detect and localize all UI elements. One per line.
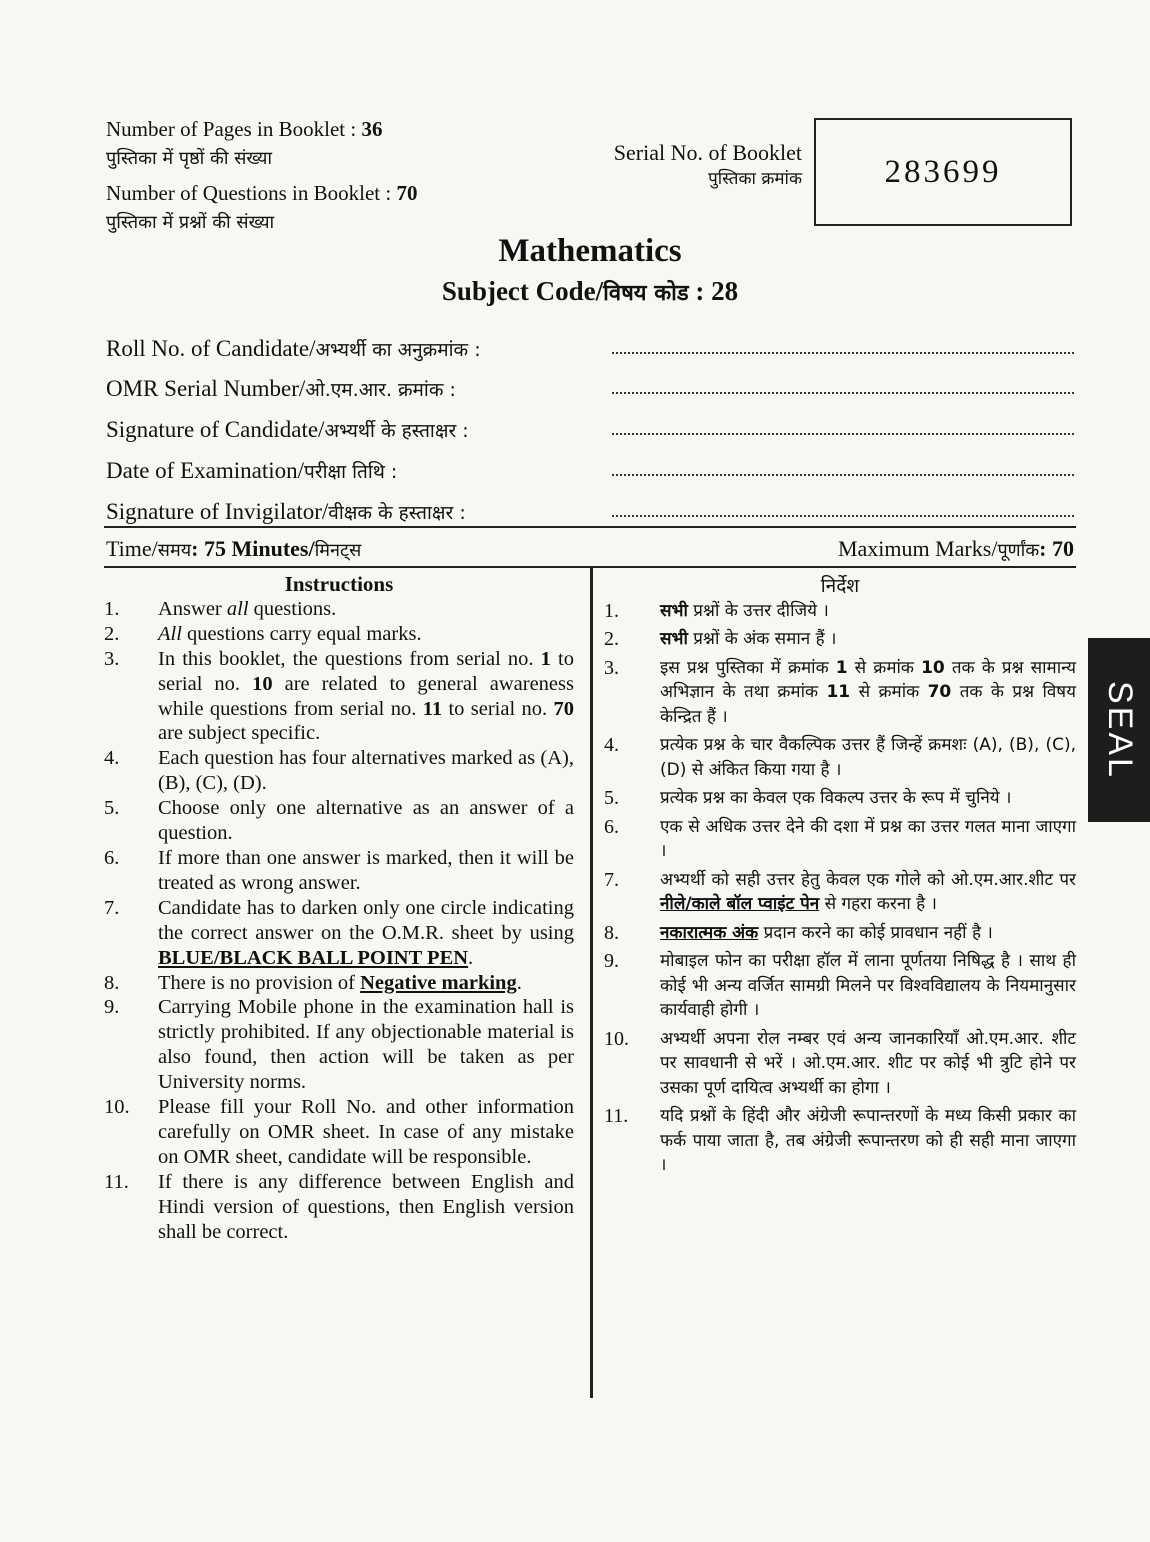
- list-item: 7. अभ्यर्थी को सही उत्तर हेतु केवल एक गोले को ओ.एम.आर.शीट पर नीले/काले बॉल प्वाइंट पेन से गहरा करना है ।: [604, 868, 1076, 914]
- maximum-marks: Maximum Marks/पूर्णांक: 70: [837, 536, 1074, 561]
- field-label: Date of Examination/परीक्षा तिथि :: [106, 458, 398, 483]
- subject-title: Mathematics: [498, 233, 682, 269]
- field-label: Signature of Candidate/अभ्यर्थी के हस्ताक्षर :: [106, 417, 469, 442]
- pages-label-hindi: पुस्तिका में पृष्ठों की संख्या: [106, 148, 273, 169]
- subject-code: [0, 276, 1150, 307]
- list-item: 6. If more than one answer is marked, then it will be treated as wrong answer.: [104, 846, 574, 894]
- seal-tab[interactable]: [1088, 638, 1150, 822]
- divider: [104, 526, 1076, 528]
- questions-label-hindi: पुस्तिका में प्रश्नों की संख्या: [106, 212, 275, 233]
- fill-line[interactable]: [612, 433, 1074, 435]
- list-item: 9. Carrying Mobile phone in the examination hall is strictly prohibited. If any objectionable material is also found, then action will be taken as per University norms.: [104, 996, 574, 1094]
- roll-number-field[interactable]: [106, 322, 1074, 362]
- list-item: 2. सभी प्रश्नों के अंक समान हैं ।: [604, 628, 837, 650]
- serial-label: [540, 140, 802, 192]
- field-label: Roll No. of Candidate/अभ्यर्थी का अनुक्रमांक :: [106, 336, 481, 361]
- serial-number: 283699: [884, 153, 1002, 190]
- questions-value: 70: [396, 181, 418, 205]
- subject-code-value: : 28: [695, 276, 739, 306]
- list-item: 10. अभ्यर्थी अपना रोल नम्बर एवं अन्य जानकारियाँ ओ.एम.आर. शीट पर सावधानी से भरें । ओ.एम.आर. शीट पर कोई भी त्रुटि होने पर उसका पूर्ण दायित्व अभ्यर्थी का होगा ।: [604, 1027, 1076, 1098]
- instructions-heading: Instructions: [284, 572, 394, 596]
- list-item: 9. मोबाइल फोन का परीक्षा हॉल में लाना पूर्णतया निषिद्ध है । साथ ही कोई भी अन्य वर्जित सामग्री मिलने पर विश्वविद्यालय के नियमानुसार कार्यवाही होगी ।: [604, 950, 1076, 1020]
- list-item: 7. Candidate has to darken only one circle indicating the correct answer on the O.M.R. sheet by using BLUE/BLACK BALL POINT PEN.: [104, 896, 574, 969]
- list-item: 4. प्रत्येक प्रश्न के चार वैकल्पिक उत्तर हैं जिन्हें क्रमशः (A), (B), (C), (D) से अंकित किया गया है ।: [604, 734, 1076, 780]
- fill-line[interactable]: [612, 352, 1074, 354]
- questions-count-line: [106, 180, 417, 206]
- pages-label: Number of Pages in Booklet :: [106, 117, 357, 141]
- pages-count-line: [106, 116, 382, 142]
- list-item: 3. इस प्रश्न पुस्तिका में क्रमांक 1 से क्रमांक 10 तक के प्रश्न सामान्य अभिज्ञान के तथा क्रमांक 11 से क्रमांक 70 तक के प्रश्न विषय केन्द्रित हैं ।: [604, 656, 1077, 727]
- instructions-heading-hindi: निर्देश: [820, 575, 860, 597]
- list-item: 5. Choose only one alternative as an answer of a question.: [104, 797, 574, 845]
- fill-line[interactable]: [612, 392, 1074, 394]
- list-item: 4. Each question has four alternatives marked as (A), (B), (C), (D).: [104, 747, 574, 795]
- subject-code-label: Subject Code/: [441, 276, 604, 306]
- list-item: 2. All questions carry equal marks.: [104, 622, 422, 645]
- list-item: 11. यदि प्रश्नों के हिंदी और अंग्रेजी रूपान्तरणों के मध्य किसी प्रकार का फर्क पाया जाता है, तब अंग्रेजी रूपान्तरण को ही सही माना जाएगा ।: [604, 1105, 1076, 1175]
- questions-label: Number of Questions in Booklet :: [106, 181, 392, 205]
- serial-label-en: Serial No. of Booklet: [613, 140, 802, 165]
- field-label: OMR Serial Number/ओ.एम.आर. क्रमांक :: [106, 376, 456, 401]
- list-item: 8. नकारात्मक अंक प्रदान करने का कोई प्रावधान नहीं है ।: [604, 921, 993, 944]
- serial-number-box: [814, 118, 1072, 226]
- instructions-hindi: [604, 574, 1076, 1182]
- fill-line[interactable]: [612, 515, 1074, 517]
- time-allowed: Time/समय: 75 Minutes/मिनट्स: [106, 536, 362, 561]
- list-item: 10. Please fill your Roll No. and other information carefully on OMR sheet. In case of any mistake on OMR sheet, candidate will be responsible.: [104, 1096, 574, 1168]
- list-item: 5. प्रत्येक प्रश्न का केवल एक विकल्प उत्तर के रूप में चुनिये ।: [604, 787, 1012, 809]
- field-label: Signature of Invigilator/वीक्षक के हस्ताक्षर :: [106, 499, 466, 524]
- list-item: 1. Answer all questions.: [104, 597, 337, 620]
- list-item: 6. एक से अधिक उत्तर देने की दशा में प्रश्न का उत्तर गलत माना जाएगा ।: [604, 815, 1076, 861]
- column-divider: [590, 568, 593, 1398]
- instructions-english: [104, 572, 574, 1244]
- fill-line[interactable]: [612, 474, 1074, 476]
- list-item: 11. If there is any difference between English and Hindi version of questions, then English version shall be correct.: [104, 1170, 574, 1243]
- list-item: 1. सभी प्रश्नों के उत्तर दीजिये ।: [604, 599, 829, 622]
- omr-serial-field[interactable]: [106, 362, 1074, 402]
- list-item: 8. There is no provision of Negative marking.: [104, 971, 522, 994]
- serial-label-hindi: पुस्तिका क्रमांक: [708, 169, 802, 189]
- invigilator-signature-field[interactable]: [106, 485, 1074, 525]
- exam-date-field[interactable]: [106, 444, 1074, 484]
- pages-value: 36: [361, 117, 383, 141]
- subject-code-label-hindi: विषय कोड: [603, 281, 689, 306]
- seal-label: SEAL: [1100, 680, 1139, 780]
- list-item: 3. In this booklet, the questions from serial no. 1 to serial no. 10 are related to general awareness while questions from serial no. 11 to serial no. 70 are subject specific.: [104, 647, 575, 745]
- candidate-signature-field[interactable]: [106, 403, 1074, 443]
